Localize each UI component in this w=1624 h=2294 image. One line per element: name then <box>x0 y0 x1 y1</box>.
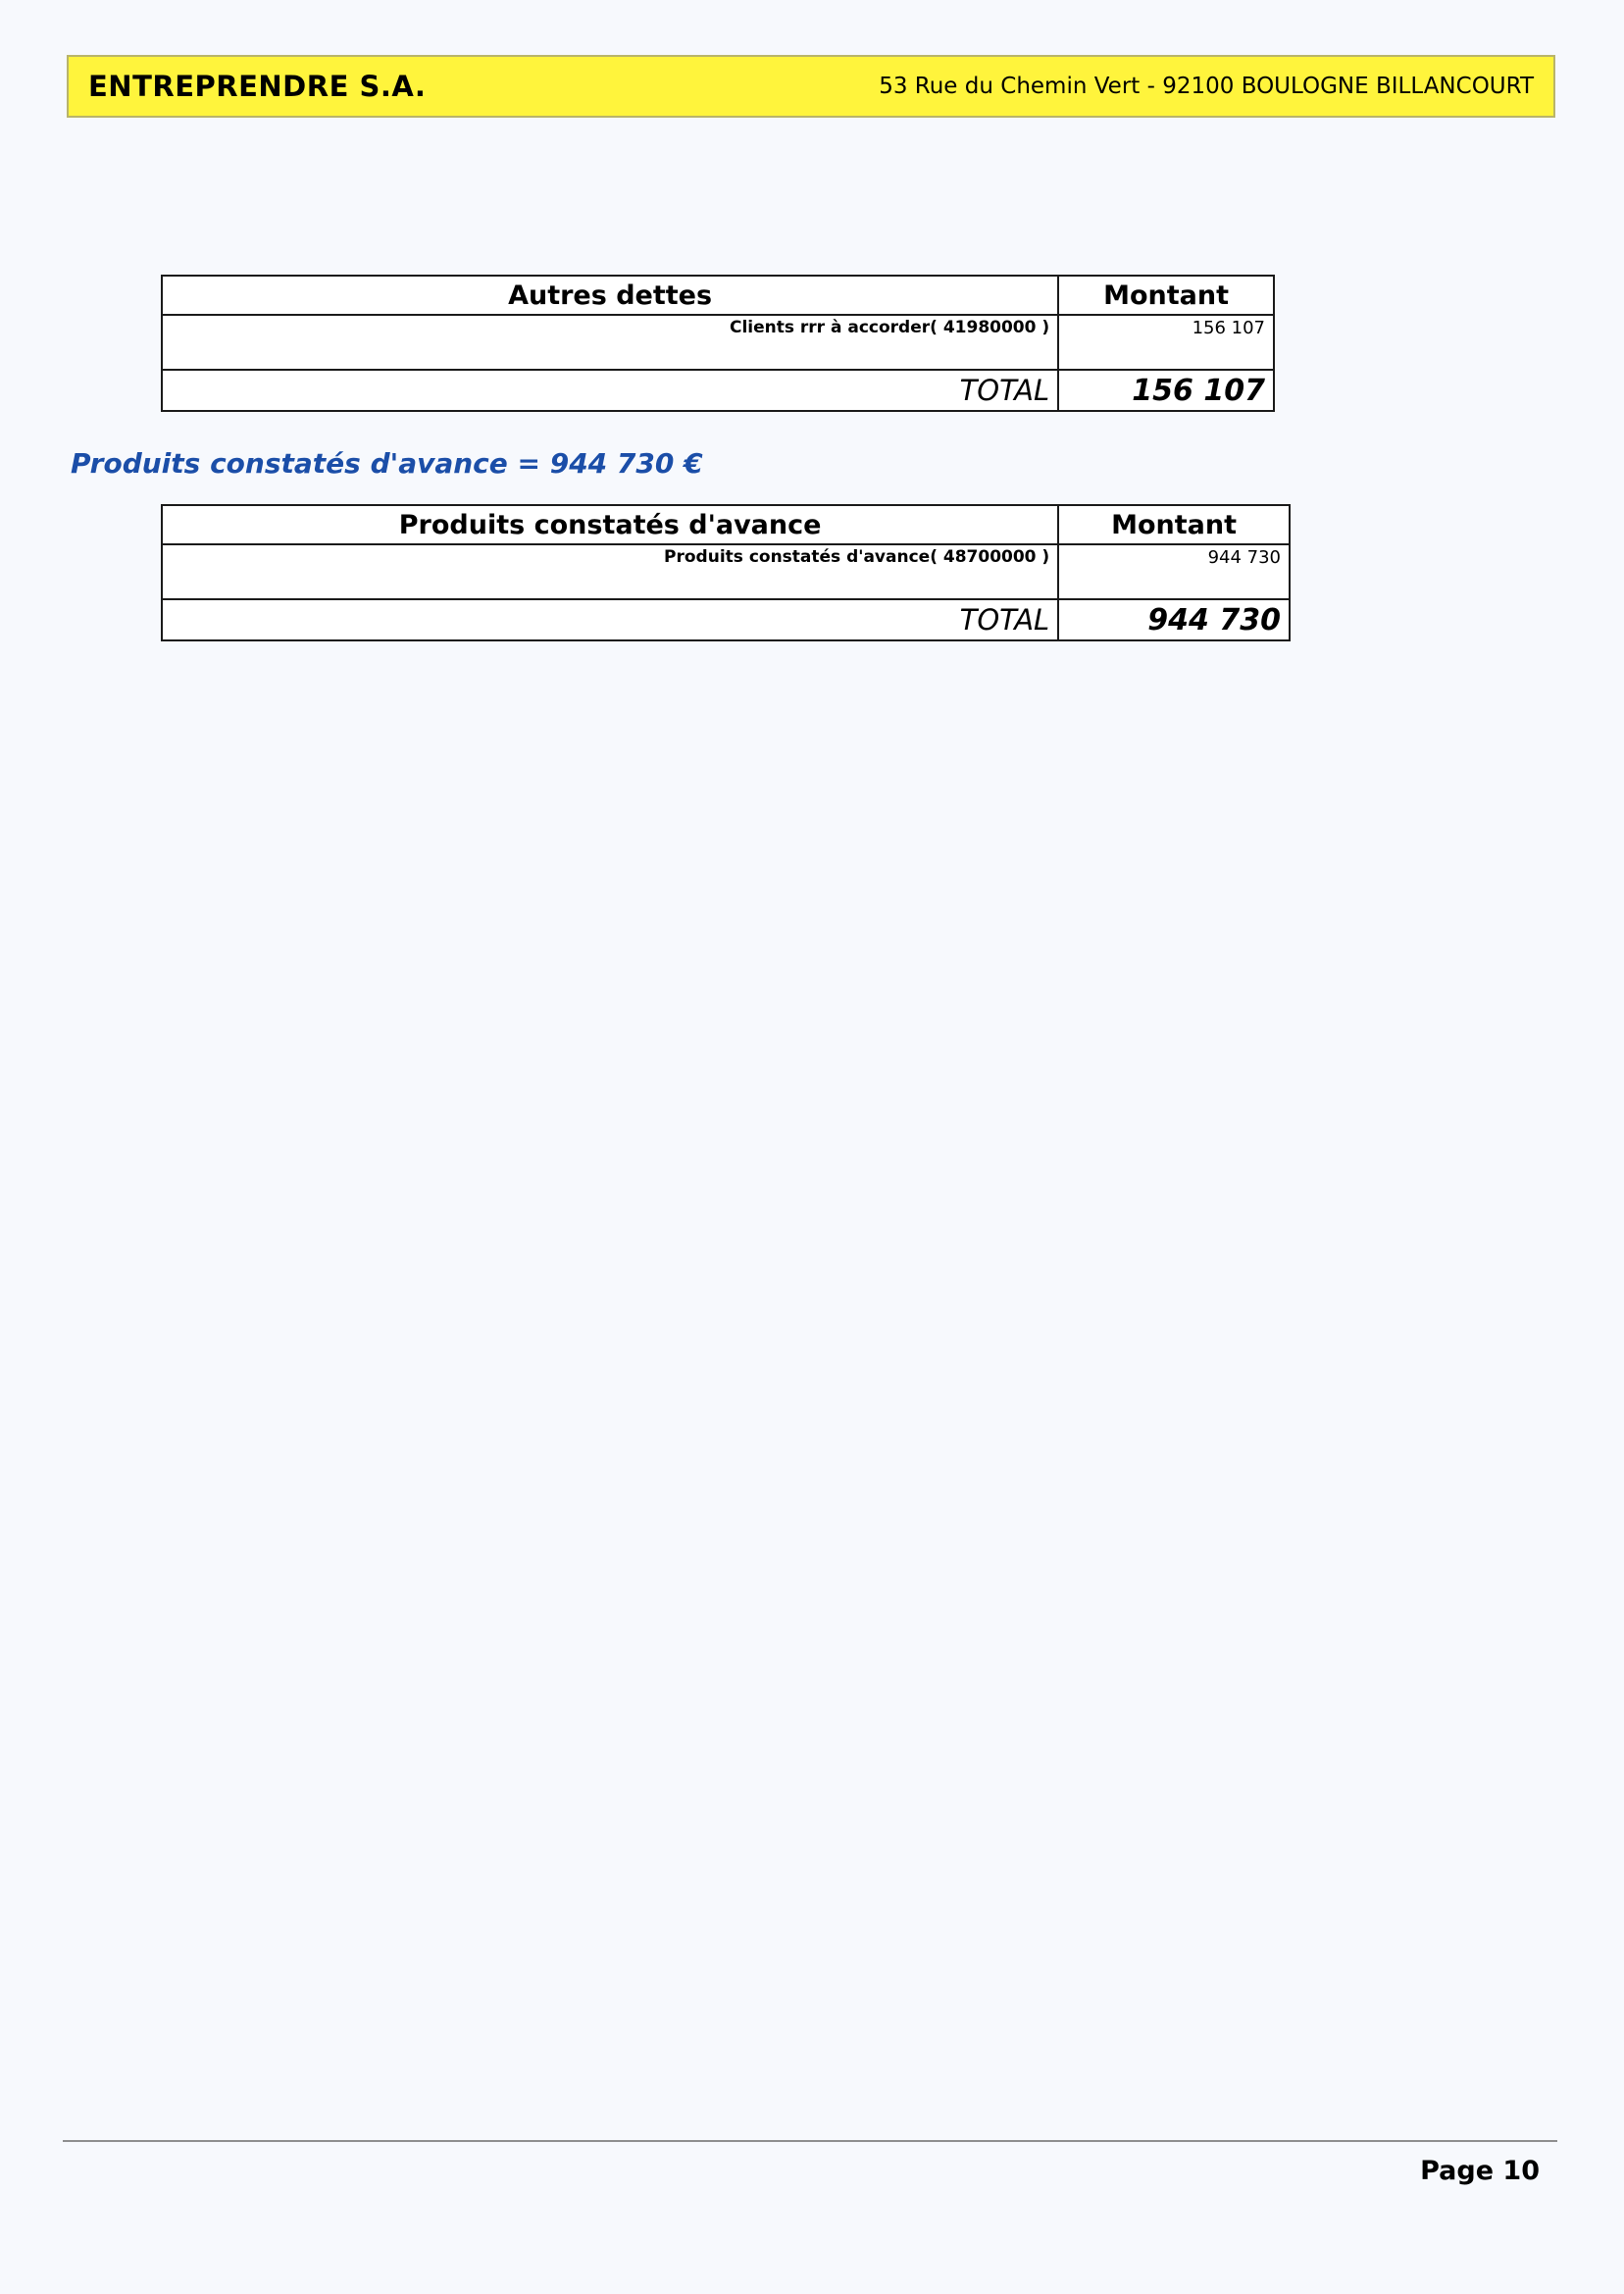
table-header-row <box>162 276 1274 315</box>
row-label: Produits constatés d'avance( 48700000 ) <box>162 544 1058 599</box>
amount-column-header: Montant <box>1058 276 1274 315</box>
section-heading-pca: Produits constatés d'avance = 944 730 € <box>71 447 703 480</box>
amount-column-header: Montant <box>1058 505 1290 544</box>
autres-dettes-table <box>161 275 1275 412</box>
total-value: 156 107 <box>1058 370 1274 411</box>
page-number: Page 10 <box>1420 2156 1540 2186</box>
row-value: 944 730 <box>1058 544 1290 599</box>
total-label: TOTAL <box>162 599 1058 640</box>
total-row <box>162 599 1290 640</box>
total-row <box>162 370 1274 411</box>
page-header <box>67 55 1555 118</box>
row-label: Clients rrr à accorder( 41980000 ) <box>162 315 1058 370</box>
total-label: TOTAL <box>162 370 1058 411</box>
total-value: 944 730 <box>1058 599 1290 640</box>
table-title: Autres dettes <box>162 276 1058 315</box>
table-title: Produits constatés d'avance <box>162 505 1058 544</box>
table-header-row <box>162 505 1290 544</box>
footer-divider <box>63 2140 1557 2142</box>
company-address: 53 Rue du Chemin Vert - 92100 BOULOGNE BILLANCOURT <box>879 74 1534 99</box>
table-row <box>162 544 1290 599</box>
table-row <box>162 315 1274 370</box>
produits-constates-table <box>161 504 1291 641</box>
company-name: ENTREPRENDRE S.A. <box>88 70 427 103</box>
row-value: 156 107 <box>1058 315 1274 370</box>
